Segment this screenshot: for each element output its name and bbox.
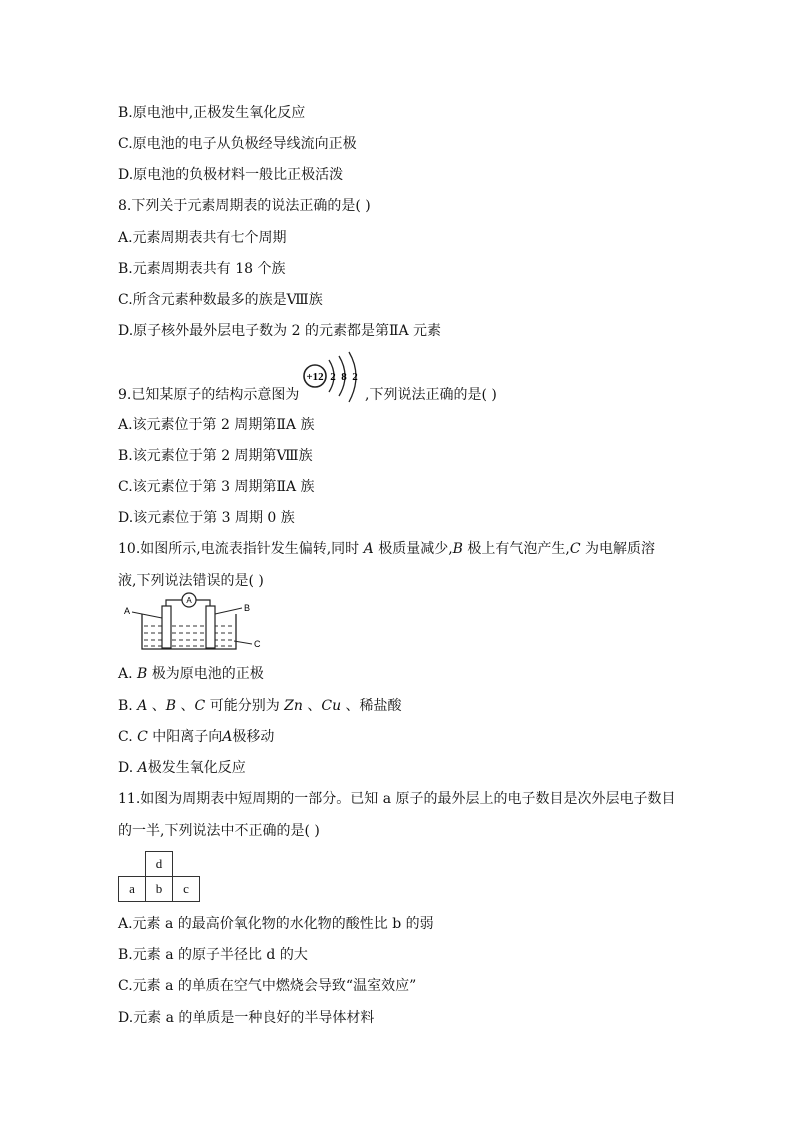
q9-option-b: B.该元素位于第 2 周期第Ⅷ族 bbox=[118, 448, 313, 464]
separator: 、 bbox=[147, 698, 166, 714]
q10-stem-text: 为电解质溶 bbox=[580, 541, 656, 557]
q9-stem-end: ,下列说法正确的是( ) bbox=[365, 387, 497, 403]
option-text: 可能分别为 bbox=[205, 698, 285, 714]
label-electrode-a: A bbox=[124, 606, 131, 616]
q10-stem-text: 极质量减少, bbox=[373, 541, 453, 557]
option-text: 、稀盐酸 bbox=[341, 698, 402, 714]
electrolyte-solution bbox=[144, 626, 234, 646]
atom-structure-diagram bbox=[295, 350, 367, 408]
atom-nucleus-charge: +12 bbox=[306, 371, 324, 383]
q11-option-c: C.元素 a 的单质在空气中燃烧会导致“温室效应” bbox=[118, 978, 417, 994]
atom-shell-1-electrons: 2 bbox=[330, 371, 336, 383]
atom-shell-3-electrons: 2 bbox=[352, 371, 358, 383]
q8-option-c: C.所含元素种数最多的族是Ⅷ族 bbox=[118, 292, 323, 308]
q10-stem-line-1 bbox=[118, 540, 655, 558]
wire-right bbox=[196, 600, 210, 606]
electrode-a bbox=[162, 606, 171, 648]
element-cell-b: b bbox=[146, 877, 173, 902]
q8-option-a: A.元素周期表共有七个周期 bbox=[118, 230, 287, 246]
q11-option-b: B.元素 a 的原子半径比 d 的大 bbox=[118, 947, 308, 963]
ammeter-label: A bbox=[186, 596, 192, 605]
q9-option-a: A.该元素位于第 2 周期第ⅡA 族 bbox=[118, 417, 315, 433]
label-line-c bbox=[234, 641, 252, 644]
option-letter: D. bbox=[118, 760, 138, 776]
q7-option-b: B.原电池中,正极发生氧化反应 bbox=[118, 105, 306, 121]
q8-option-b: B.元素周期表共有 18 个族 bbox=[118, 261, 286, 277]
q11-stem-line-1: 11.如图为周期表中短周期的一部分。已知 a 原子的最外层上的电子数目是次外层电子数目 bbox=[118, 791, 676, 807]
q10-var-a: A bbox=[137, 698, 148, 714]
q10-var-c: C bbox=[569, 541, 581, 557]
q11-stem-line-2: 的一半,下列说法中不正确的是( ) bbox=[118, 823, 320, 839]
option-letter: C. bbox=[118, 729, 138, 745]
q9-stem-start: 9.已知某原子的结构示意图为 bbox=[118, 387, 300, 403]
element-cell-c: c bbox=[173, 877, 200, 902]
separator: 、 bbox=[176, 698, 195, 714]
periodic-table-fragment bbox=[118, 851, 200, 902]
q10-var-b: B bbox=[137, 666, 148, 682]
q10-option-b bbox=[118, 697, 402, 715]
option-text: 极为原电池的正极 bbox=[147, 666, 264, 682]
option-letter: B. bbox=[118, 698, 138, 714]
option-text: 极发生氧化反应 bbox=[147, 760, 246, 776]
periodic-table-grid bbox=[118, 851, 200, 902]
q10-option-c bbox=[118, 728, 274, 746]
label-electrode-b: B bbox=[244, 603, 251, 613]
option-text: 极移动 bbox=[232, 729, 275, 745]
q7-option-d: D.原电池的负极材料一般比正极活泼 bbox=[118, 167, 344, 183]
q8-stem: 8.下列关于元素周期表的说法正确的是( ) bbox=[118, 198, 371, 214]
q10-var-a: A bbox=[137, 760, 148, 776]
empty-cell bbox=[119, 852, 146, 877]
q10-var-a: A bbox=[222, 729, 233, 745]
separator: 、 bbox=[302, 698, 322, 714]
wire-left bbox=[166, 600, 182, 606]
q10-var-b: B bbox=[165, 698, 177, 714]
element-cell-d: d bbox=[146, 852, 173, 877]
atom-shell-2-electrons: 8 bbox=[341, 371, 347, 383]
q8-option-d: D.原子核外最外层电子数为 2 的元素都是第ⅡA 元素 bbox=[118, 323, 442, 339]
empty-cell bbox=[173, 852, 200, 877]
option-text: 中阳离子向 bbox=[147, 729, 223, 745]
element-cell-a: a bbox=[119, 877, 146, 902]
q11-option-d: D.元素 a 的单质是一种良好的半导体材料 bbox=[118, 1010, 375, 1026]
symbol-zn: Zn bbox=[284, 698, 303, 714]
q10-stem-text: 极上有气泡产生, bbox=[462, 541, 570, 557]
label-solution-c: C bbox=[254, 639, 261, 649]
q10-var-a: A bbox=[363, 541, 374, 557]
q9-option-d: D.该元素位于第 3 周期 0 族 bbox=[118, 510, 295, 526]
q9-option-c: C.该元素位于第 3 周期第ⅡA 族 bbox=[118, 479, 315, 495]
label-line-a bbox=[132, 612, 162, 618]
q10-stem-line-2: 液,下列说法错误的是( ) bbox=[118, 573, 264, 589]
label-line-b bbox=[215, 608, 242, 614]
q7-option-c: C.原电池的电子从负极经导线流向正极 bbox=[118, 136, 357, 152]
option-letter: A. bbox=[118, 666, 138, 682]
galvanic-cell-diagram bbox=[118, 592, 268, 654]
q10-option-d bbox=[118, 759, 246, 777]
q10-var-c: C bbox=[194, 698, 206, 714]
q10-option-a bbox=[118, 665, 264, 683]
symbol-cu: Cu bbox=[321, 698, 342, 714]
electrode-b bbox=[206, 606, 215, 648]
q11-option-a: A.元素 a 的最高价氧化物的水化物的酸性比 b 的弱 bbox=[118, 916, 434, 932]
q10-stem-text: 10.如图所示,电流表指针发生偏转,同时 bbox=[118, 541, 364, 557]
beaker bbox=[142, 614, 236, 649]
q10-var-c: C bbox=[137, 729, 148, 745]
q10-var-b: B bbox=[452, 541, 463, 557]
